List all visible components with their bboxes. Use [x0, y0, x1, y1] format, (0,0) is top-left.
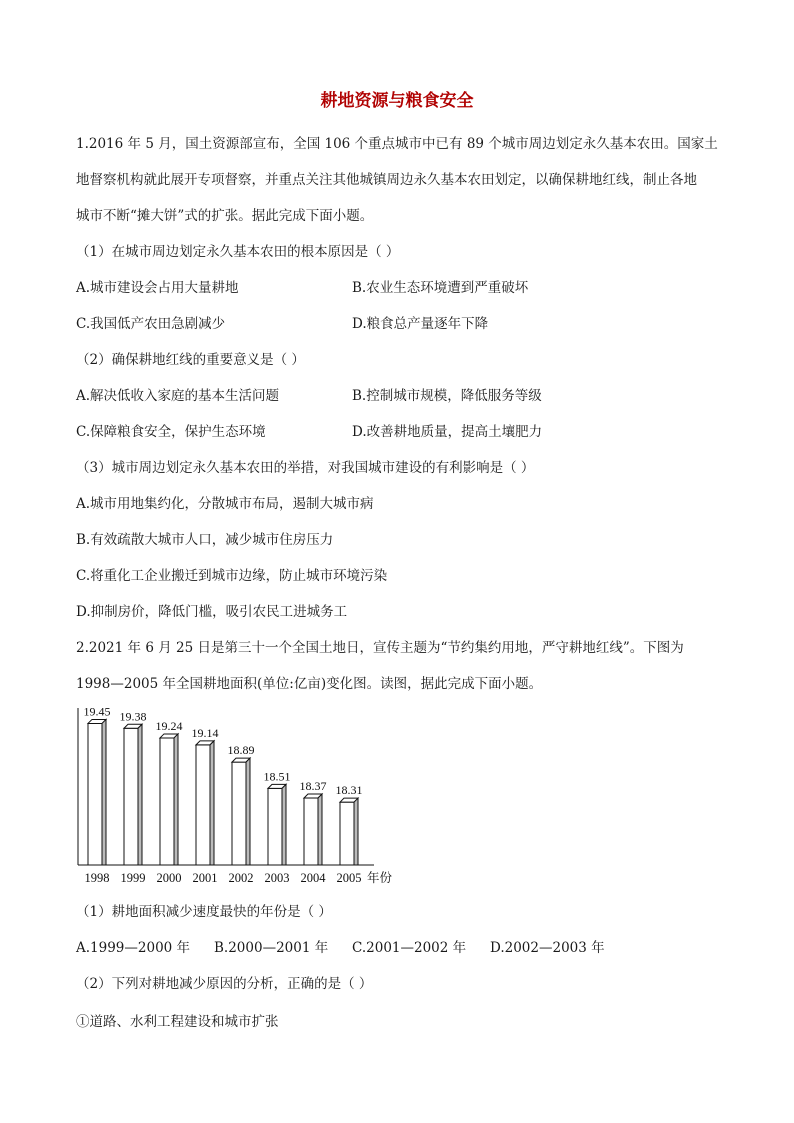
bar-2005	[340, 802, 354, 865]
bar-side-1999	[138, 724, 142, 865]
q2-sub1-option-c: C.2001—2002 年	[352, 940, 467, 956]
tick-label-2001: 2001	[192, 871, 218, 885]
bar-side-2001	[210, 741, 214, 865]
q2-sub1-option-a: A.1999—2000 年	[76, 940, 191, 956]
page-title: 耕地资源与粮食安全	[320, 91, 474, 111]
tick-label-2005: 2005	[336, 871, 362, 885]
bar-1999	[124, 728, 138, 865]
tick-label-2000: 2000	[156, 871, 182, 885]
q1-sub1-option-b: B.农业生态环境遭到严重破坏	[352, 280, 529, 296]
tick-label-1998: 1998	[84, 871, 110, 885]
q2-sub2-question: （2）下列对耕地减少原因的分析，正确的是（ ）	[76, 976, 373, 992]
q2-stem-line-1: 2.2021 年 6 月 25 日是第三十一个全国土地日，宣传主题为“节约集约用地，严守耕地红线”。下图为	[76, 640, 684, 656]
bar-side-2004	[318, 794, 322, 865]
tick-label-2003: 2003	[264, 871, 290, 885]
bar-side-2000	[174, 734, 178, 865]
bar-side-2003	[282, 784, 286, 865]
bar-1998	[88, 723, 102, 865]
q1-stem-line-2: 地督察机构就此展开专项督察，并重点关注其他城镇周边永久基本农田划定，以确保耕地红线，制止各地	[76, 172, 697, 188]
x-axis-label: 年份	[367, 871, 393, 885]
q1-sub1-option-d: D.粮食总产量逐年下降	[352, 316, 489, 332]
data-label-2000: 19.24	[155, 718, 183, 733]
farmland-area-bar-chart	[70, 700, 410, 890]
bar-side-2005	[354, 798, 358, 865]
bar-side-1998	[102, 719, 106, 865]
tick-label-1999: 1999	[120, 871, 146, 885]
q1-sub2-option-d: D.改善耕地质量，提高土壤肥力	[352, 424, 543, 440]
q1-sub2-option-a: A.解决低收入家庭的基本生活问题	[76, 388, 280, 404]
q1-sub3-option-b: B.有效疏散大城市人口，减少城市住房压力	[76, 532, 334, 548]
data-label-2002: 18.89	[227, 743, 255, 758]
q1-sub1-option-c: C.我国低产农田急剧减少	[76, 316, 226, 332]
bar-2001	[196, 745, 210, 865]
data-label-1998: 19.45	[83, 704, 111, 719]
bar-2004	[304, 798, 318, 865]
q1-sub1-question: （1）在城市周边划定永久基本农田的根本原因是（ ）	[76, 244, 400, 260]
q2-sub1-option-d: D.2002—2003 年	[490, 940, 605, 956]
data-label-2004: 18.37	[299, 779, 327, 794]
q1-stem-line-3: 城市不断“摊大饼”式的扩张。据此完成下面小题。	[76, 208, 374, 224]
q1-sub3-option-c: C.将重化工企业搬迁到城市边缘，防止城市环境污染	[76, 568, 388, 584]
data-label-1999: 19.38	[119, 709, 147, 724]
bar-2003	[268, 788, 282, 865]
data-label-2003: 18.51	[263, 769, 291, 784]
tick-label-2004: 2004	[300, 871, 326, 885]
q2-sub1-question: （1）耕地面积减少速度最快的年份是（ ）	[76, 904, 332, 920]
q1-sub3-question: （3）城市周边划定永久基本农田的举措，对我国城市建设的有利影响是（ ）	[76, 460, 535, 476]
q1-sub1-option-a: A.城市建设会占用大量耕地	[76, 280, 239, 296]
tick-label-2002: 2002	[228, 871, 254, 885]
bar-side-2002	[246, 758, 250, 865]
q1-stem-line-1: 1.2016 年 5 月，国土资源部宣布，全国 106 个重点城市中已有 89 个城市周边划定永久基本农田。国家土	[76, 136, 718, 152]
q1-sub2-option-b: B.控制城市规模，降低服务等级	[352, 388, 542, 404]
q1-sub2-option-c: C.保障粮食安全，保护生态环境	[76, 424, 266, 440]
bar-2002	[232, 762, 246, 865]
q2-stem-line-2: 1998—2005 年全国耕地面积(单位:亿亩)变化图。读图，据此完成下面小题。	[76, 676, 543, 692]
q1-sub3-option-a: A.城市用地集约化，分散城市布局，遏制大城市病	[76, 496, 374, 512]
data-label-2001: 19.14	[191, 725, 219, 740]
q1-sub2-question: （2）确保耕地红线的重要意义是（ ）	[76, 352, 305, 368]
data-label-2005: 18.31	[335, 783, 363, 798]
bar-2000	[160, 738, 174, 865]
q2-sub2-item-1: ①道路、水利工程建设和城市扩张	[76, 1014, 279, 1030]
q2-sub1-option-b: B.2000—2001 年	[214, 940, 329, 956]
q1-sub3-option-d: D.抑制房价，降低门槛，吸引农民工进城务工	[76, 604, 348, 620]
